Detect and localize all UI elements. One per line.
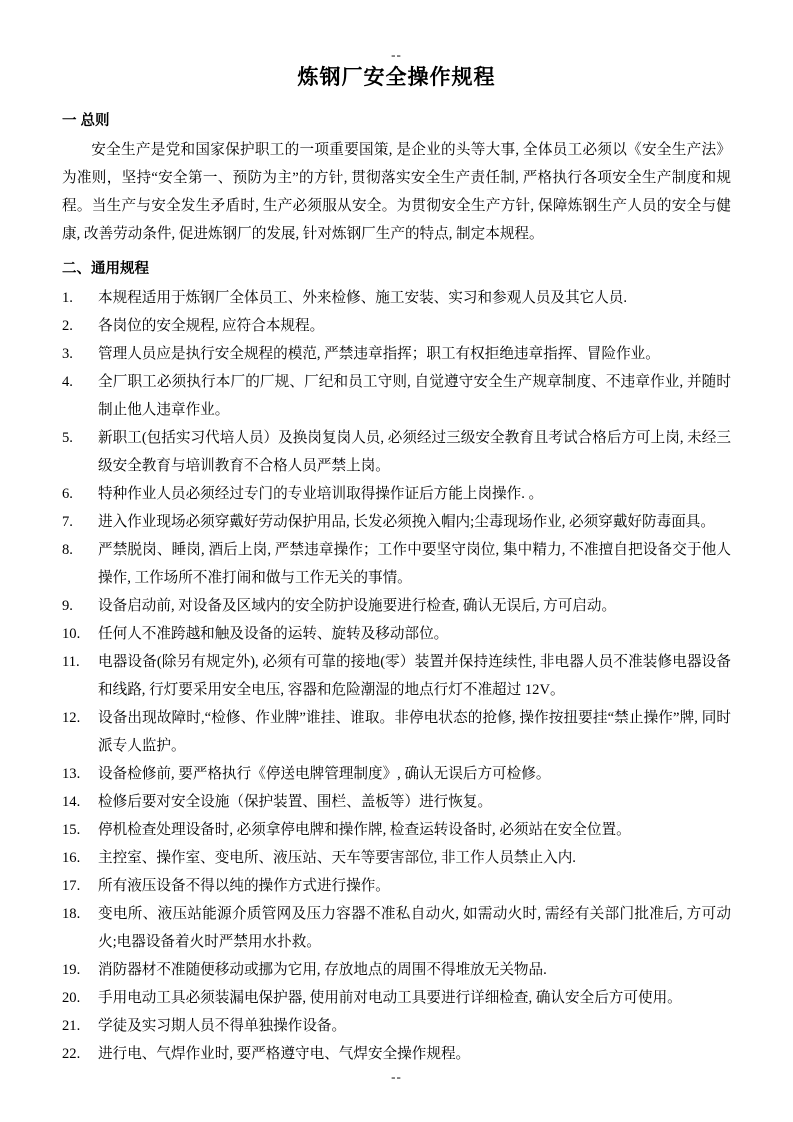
list-item-text: 进行电、气焊作业时, 要严格遵守电、气焊安全操作规程。 [98, 1046, 471, 1062]
list-item-number: 18. [62, 906, 81, 922]
list-item-number: 7. [62, 514, 73, 530]
list-item-text: 设备启动前, 对设备及区域内的安全防护设施要进行检查, 确认无误后, 方可启动。 [98, 598, 617, 614]
list-item [62, 900, 731, 956]
list-item-text: 电器设备(除另有规定外), 必须有可靠的接地(零）装置并保持连续性, 非电器人员不准装修电器设备和线路, 行灯要采用安全电压, 容器和危险潮湿的地点行灯不准超过 12V。 [98, 654, 731, 698]
list-item-number: 20. [62, 990, 81, 1006]
list-item-text: 管理人员应是执行安全规程的模范, 严禁违章指挥；职工有权拒绝违章指挥、冒险作业。 [98, 346, 660, 362]
page-footer-mark: -- [391, 1069, 402, 1084]
list-item [62, 984, 731, 1012]
list-item [62, 1012, 731, 1040]
list-item [62, 1040, 731, 1068]
list-item-number: 1. [62, 290, 73, 306]
list-item-number: 3. [62, 346, 73, 362]
list-item [62, 592, 731, 620]
list-item [62, 816, 731, 844]
list-item [62, 760, 731, 788]
list-item [62, 704, 731, 760]
list-item [62, 536, 731, 592]
list-item-text: 全厂职工必须执行本厂的厂规、厂纪和员工守则, 自觉遵守安全生产规章制度、不违章作业, 并随时制止他人违章作业。 [98, 374, 731, 418]
list-item-text: 任何人不准跨越和触及设备的运转、旋转及移动部位。 [98, 626, 449, 642]
list-item-number: 19. [62, 962, 81, 978]
list-item-text: 本规程适用于炼钢厂全体员工、外来检修、施工安装、实习和参观人员及其它人员. [98, 290, 628, 306]
list-item-text: 各岗位的安全规程, 应符合本规程。 [98, 318, 325, 334]
list-item-number: 10. [62, 626, 81, 642]
section-heading-common-rules: 二、通用规程 [62, 261, 149, 277]
list-item [62, 508, 731, 536]
page-title: 炼钢厂安全操作规程 [297, 66, 496, 89]
list-item-number: 11. [62, 654, 80, 670]
list-item-number: 2. [62, 318, 73, 334]
section-heading-general: 一 总则 [62, 113, 110, 129]
list-item-text: 进入作业现场必须穿戴好劳动保护用品, 长发必须挽入帽内;尘毒现场作业, 必须穿戴好防毒面具。 [98, 514, 715, 530]
list-item [62, 956, 731, 984]
list-item-number: 22. [62, 1046, 81, 1062]
rules-list [62, 284, 731, 1068]
list-item [62, 284, 731, 312]
list-item [62, 620, 731, 648]
list-item [62, 844, 731, 872]
list-item [62, 424, 731, 480]
list-item [62, 340, 731, 368]
list-item-text: 设备检修前, 要严格执行《停送电牌管理制度》, 确认无误后方可检修。 [98, 766, 551, 782]
list-item-text: 新职工(包括实习代培人员）及换岗复岗人员, 必须经过三级安全教育且考试合格后方可上岗, 未经三级安全教育与培训教育不合格人员严禁上岗。 [98, 430, 731, 474]
list-item-number: 9. [62, 598, 73, 614]
list-item-number: 14. [62, 794, 81, 810]
list-item-text: 手用电动工具必须装漏电保护器, 使用前对电动工具要进行详细检查, 确认安全后方可使用。 [98, 990, 682, 1006]
list-item-text: 所有液压设备不得以纯的操作方式进行操作。 [98, 878, 390, 894]
list-item-number: 12. [62, 710, 81, 726]
list-item-number: 13. [62, 766, 81, 782]
list-item-text: 停机检查处理设备时, 必须拿停电牌和操作牌, 检查运转设备时, 必须站在安全位置。 [98, 822, 631, 838]
list-item-number: 17. [62, 878, 81, 894]
list-item-text: 严禁脱岗、睡岗, 酒后上岗, 严禁违章操作；工作中要坚守岗位, 集中精力, 不准擅自把设备交于他人操作, 工作场所不准打闹和做与工作无关的事情。 [98, 542, 731, 586]
list-item [62, 480, 731, 508]
list-item [62, 788, 731, 816]
list-item-number: 4. [62, 374, 73, 390]
list-item-text: 特种作业人员必须经过专门的专业培训取得操作证后方能上岗操作. 。 [98, 486, 544, 502]
list-item-text: 变电所、液压站能源介质管网及压力容器不准私自动火, 如需动火时, 需经有关部门批准后, 方可动火;电器设备着火时严禁用水扑救。 [98, 906, 731, 950]
list-item [62, 368, 731, 424]
list-item-number: 5. [62, 430, 73, 446]
list-item-number: 16. [62, 850, 81, 866]
list-item-number: 21. [62, 1018, 81, 1034]
page-header-mark: -- [391, 47, 402, 62]
list-item-text: 消防器材不准随便移动或挪为它用, 存放地点的周围不得堆放无关物品. [98, 962, 547, 978]
list-item [62, 872, 731, 900]
list-item-text: 设备出现故障时,“检修、作业牌”谁挂、谁取。非停电状态的抢修, 操作按扭要挂“禁止操作”牌, 同时派专人监护。 [98, 710, 731, 754]
list-item [62, 312, 731, 340]
list-item-text: 主控室、操作室、变电所、液压站、天车等要害部位, 非工作人员禁止入内. [98, 850, 576, 866]
list-item-number: 8. [62, 542, 73, 558]
list-item-number: 15. [62, 822, 81, 838]
list-item-text: 学徒及实习期人员不得单独操作设备。 [98, 1018, 347, 1034]
list-item [62, 648, 731, 704]
section-paragraph-general: 安全生产是党和国家保护职工的一项重要国策, 是企业的头等大事, 全体员工必须以《安全生产法》为准则，坚持“安全第一、预防为主”的方针, 贯彻落实安全生产责任制, 严格执行各项安全生产制度和规程。当生产与安全发生矛盾时, 生产必须服从安全。为贯彻安全生产方针, 保障炼钢生产人员的安全与健康, 改善劳动条件, 促进炼钢厂的发展, 针对炼钢厂生产的特点, 制定本规程。 [62, 142, 731, 242]
list-item-number: 6. [62, 486, 73, 502]
list-item-text: 检修后要对安全设施（保护装置、围栏、盖板等）进行恢复。 [98, 794, 493, 810]
